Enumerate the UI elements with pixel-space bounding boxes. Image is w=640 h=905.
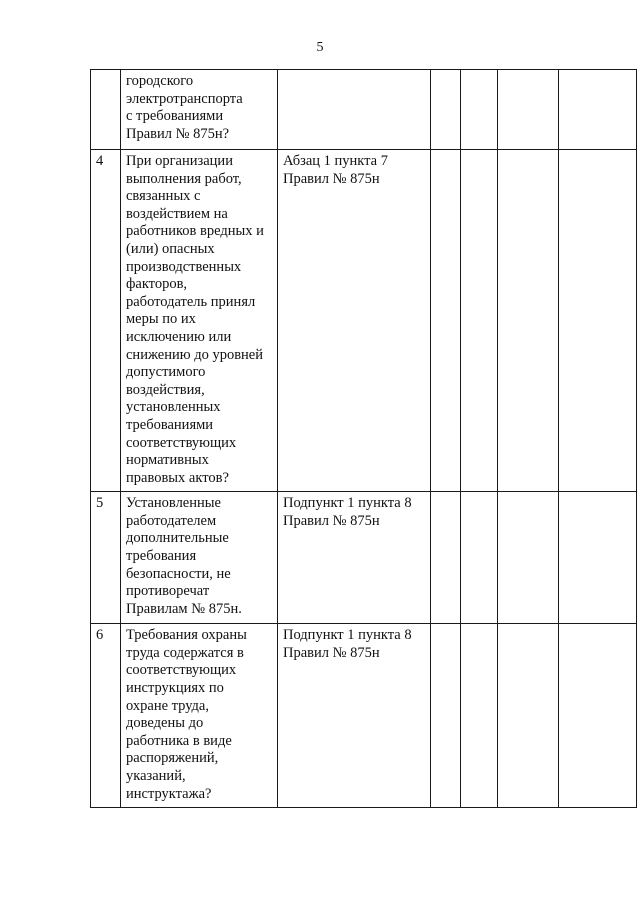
answer-na-cell (498, 70, 559, 150)
note-cell (559, 70, 637, 150)
row-number (91, 70, 121, 150)
answer-no-cell (461, 492, 498, 624)
checklist-table (90, 69, 637, 808)
note-cell (559, 624, 637, 808)
reference-cell (278, 70, 431, 150)
note-cell (559, 150, 637, 492)
reference-cell: Абзац 1 пункта 7 Правил № 875н (278, 150, 431, 492)
page-number: 5 (316, 40, 324, 55)
table-row (91, 624, 637, 808)
note-cell (559, 492, 637, 624)
answer-yes-cell (431, 624, 461, 808)
row-number: 4 (91, 150, 121, 492)
answer-na-cell (498, 150, 559, 492)
question-cell: городского электротранспорта с требованиями Правил № 875н? (121, 70, 278, 150)
answer-yes-cell (431, 492, 461, 624)
reference-cell: Подпункт 1 пункта 8 Правил № 875н (278, 624, 431, 808)
reference-cell: Подпункт 1 пункта 8 Правил № 875н (278, 492, 431, 624)
row-number: 6 (91, 624, 121, 808)
answer-na-cell (498, 624, 559, 808)
answer-no-cell (461, 70, 498, 150)
question-cell: При организации выполнения работ, связанных с воздействием на работников вредных и (или) опасных производственных факторов, работодатель принял меры по их исключению или снижению до уровней допустимого воздействия, установленных требованиями соответствующих нормативных правовых актов? (121, 150, 278, 492)
answer-no-cell (461, 624, 498, 808)
question-cell: Требования охраны труда содержатся в соответствующих инструкциях по охране труда, доведены до работника в виде распоряжений, указаний, инструктажа? (121, 624, 278, 808)
answer-na-cell (498, 492, 559, 624)
table-row (91, 70, 637, 150)
table-row (91, 492, 637, 624)
question-cell: Установленные работодателем дополнительные требования безопасности, не противоречат Правилам № 875н. (121, 492, 278, 624)
answer-no-cell (461, 150, 498, 492)
answer-yes-cell (431, 150, 461, 492)
table-row (91, 150, 637, 492)
row-number: 5 (91, 492, 121, 624)
answer-yes-cell (431, 70, 461, 150)
